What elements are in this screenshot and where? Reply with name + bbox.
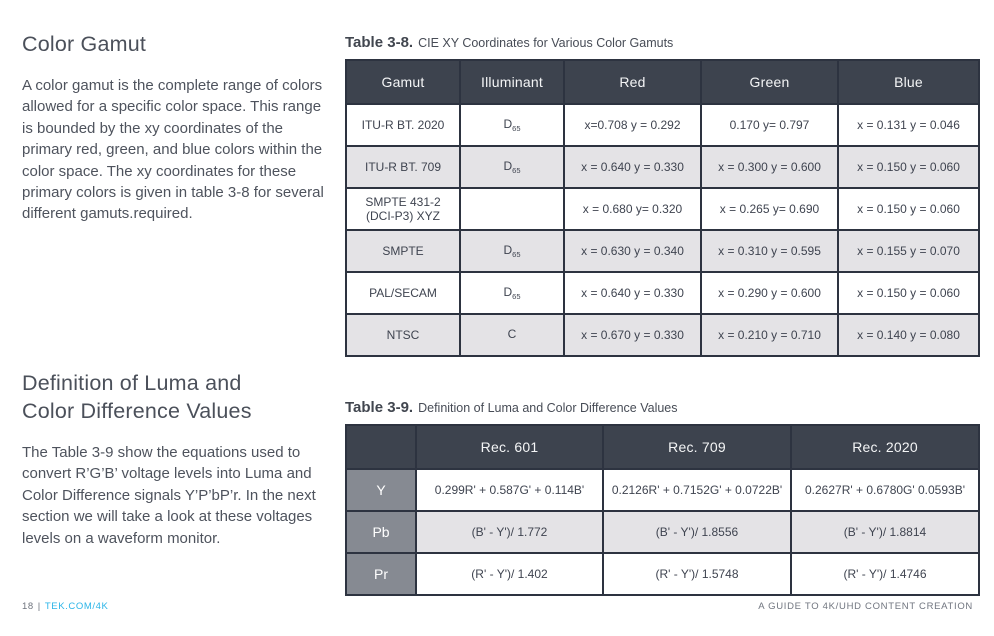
gamut-cell: PAL/SECAM bbox=[346, 272, 460, 314]
column-header-green: Green bbox=[701, 60, 838, 104]
page-number: 18 bbox=[22, 601, 34, 612]
footer-right-title: A GUIDE TO 4K/UHD CONTENT CREATION bbox=[758, 601, 973, 612]
gamut-cell: ITU-R BT. 2020 bbox=[346, 104, 460, 146]
section-body-color-gamut: A color gamut is the complete range of colors allowed for a specific color space. This range is bounded by the xy coordinates of the primary red, green, and blue colors within the color space. The xy coordinates for these primary colors is given in table 3-8 for several different gamuts.required. bbox=[22, 77, 324, 223]
blue-cell: x = 0.150 y = 0.060 bbox=[838, 272, 979, 314]
table-row bbox=[346, 511, 979, 553]
red-cell: x=0.708 y = 0.292 bbox=[564, 104, 701, 146]
rec709-cell: (B' - Y')/ 1.8556 bbox=[603, 511, 791, 553]
illuminant-cell: $D_{65}$ bbox=[460, 146, 564, 188]
red-cell: x = 0.640 y = 0.330 bbox=[564, 146, 701, 188]
column-header-rec709: Rec. 709 bbox=[603, 425, 791, 469]
blue-cell: x = 0.131 y = 0.046 bbox=[838, 104, 979, 146]
rec601-cell: (R' - Y')/ 1.402 bbox=[416, 553, 603, 595]
table-luma-color-difference bbox=[345, 424, 980, 596]
red-cell: x = 0.680 y= 0.320 bbox=[564, 188, 701, 230]
table-3-8-caption bbox=[345, 33, 978, 53]
blue-cell: x = 0.140 y = 0.080 bbox=[838, 314, 979, 356]
blue-cell: x = 0.150 y = 0.060 bbox=[838, 146, 979, 188]
table-row bbox=[346, 230, 979, 272]
row-label-pb: Pb bbox=[346, 511, 416, 553]
column-header-blank bbox=[346, 425, 416, 469]
rec2020-cell: 0.2627R' + 0.6780G' 0.0593B' bbox=[791, 469, 979, 511]
table-header-row bbox=[346, 60, 979, 104]
blue-cell: x = 0.150 y = 0.060 bbox=[838, 188, 979, 230]
column-header-illuminant: Illuminant bbox=[460, 60, 564, 104]
table-3-8-caption-text: CIE XY Coordinates for Various Color Gamuts bbox=[418, 36, 674, 50]
table-row bbox=[346, 314, 979, 356]
illuminant-cell: C bbox=[460, 314, 564, 356]
rec601-cell: 0.299R' + 0.587G' + 0.114B' bbox=[416, 469, 603, 511]
green-cell: x = 0.300 y = 0.600 bbox=[701, 146, 838, 188]
illuminant-cell: $D_{65}$ bbox=[460, 272, 564, 314]
section-luma-definition bbox=[22, 369, 336, 549]
illuminant-cell: $D_{65}$ bbox=[460, 104, 564, 146]
green-cell: 0.170 y= 0.797 bbox=[701, 104, 838, 146]
column-header-rec601: Rec. 601 bbox=[416, 425, 603, 469]
illuminant-cell: $D_{65}$ bbox=[460, 230, 564, 272]
section-title-color-gamut: Color Gamut bbox=[22, 32, 147, 56]
table-row bbox=[346, 104, 979, 146]
table-header-row bbox=[346, 425, 979, 469]
table-row bbox=[346, 469, 979, 511]
gamut-cell: SMPTE 431-2 (DCI-P3) XYZ bbox=[346, 188, 460, 230]
rec2020-cell: (B' - Y')/ 1.8814 bbox=[791, 511, 979, 553]
column-header-blue: Blue bbox=[838, 60, 979, 104]
table-cie-xy-coordinates bbox=[345, 59, 980, 357]
gamut-cell: NTSC bbox=[346, 314, 460, 356]
table-3-8-caption-label: Table 3-8. bbox=[345, 34, 414, 51]
section-body-luma-definition: The Table 3-9 show the equations used to convert R’G’B’ voltage levels into Luma and Color Difference signals Y’P’bP’r. In the next section we will take a look at these voltages levels on a waveform monitor. bbox=[22, 444, 316, 547]
row-label-y: Y bbox=[346, 469, 416, 511]
row-label-pr: Pr bbox=[346, 553, 416, 595]
green-cell: x = 0.310 y = 0.595 bbox=[701, 230, 838, 272]
rec709-cell: (R' - Y')/ 1.5748 bbox=[603, 553, 791, 595]
column-header-gamut: Gamut bbox=[346, 60, 460, 104]
tables-column bbox=[345, 33, 978, 596]
table-row bbox=[346, 188, 979, 230]
table-3-9-caption-label: Table 3-9. bbox=[345, 399, 414, 416]
green-cell: x = 0.290 y = 0.600 bbox=[701, 272, 838, 314]
rec601-cell: (B' - Y')/ 1.772 bbox=[416, 511, 603, 553]
illuminant-cell bbox=[460, 188, 564, 230]
red-cell: x = 0.630 y = 0.340 bbox=[564, 230, 701, 272]
red-cell: x = 0.670 y = 0.330 bbox=[564, 314, 701, 356]
table-3-9-caption bbox=[345, 398, 978, 418]
rec709-cell: 0.2126R' + 0.7152G' + 0.0722B' bbox=[603, 469, 791, 511]
green-cell: x = 0.265 y= 0.690 bbox=[701, 188, 838, 230]
gamut-cell: ITU-R BT. 709 bbox=[346, 146, 460, 188]
table-row bbox=[346, 553, 979, 595]
tek-com-link[interactable]: TEK.COM/4K bbox=[44, 601, 109, 612]
green-cell: x = 0.210 y = 0.710 bbox=[701, 314, 838, 356]
section-color-gamut bbox=[22, 30, 336, 225]
table-row bbox=[346, 272, 979, 314]
column-header-red: Red bbox=[564, 60, 701, 104]
red-cell: x = 0.640 y = 0.330 bbox=[564, 272, 701, 314]
section-title-luma-definition: Definition of Luma and Color Difference Values bbox=[22, 371, 252, 423]
rec2020-cell: (R' - Y')/ 1.4746 bbox=[791, 553, 979, 595]
table-3-9-caption-text: Definition of Luma and Color Difference Values bbox=[418, 401, 678, 415]
table-row bbox=[346, 146, 979, 188]
footer-left bbox=[22, 601, 108, 612]
footer-separator: | bbox=[37, 601, 41, 612]
gamut-cell: SMPTE bbox=[346, 230, 460, 272]
blue-cell: x = 0.155 y = 0.070 bbox=[838, 230, 979, 272]
column-header-rec2020: Rec. 2020 bbox=[791, 425, 979, 469]
